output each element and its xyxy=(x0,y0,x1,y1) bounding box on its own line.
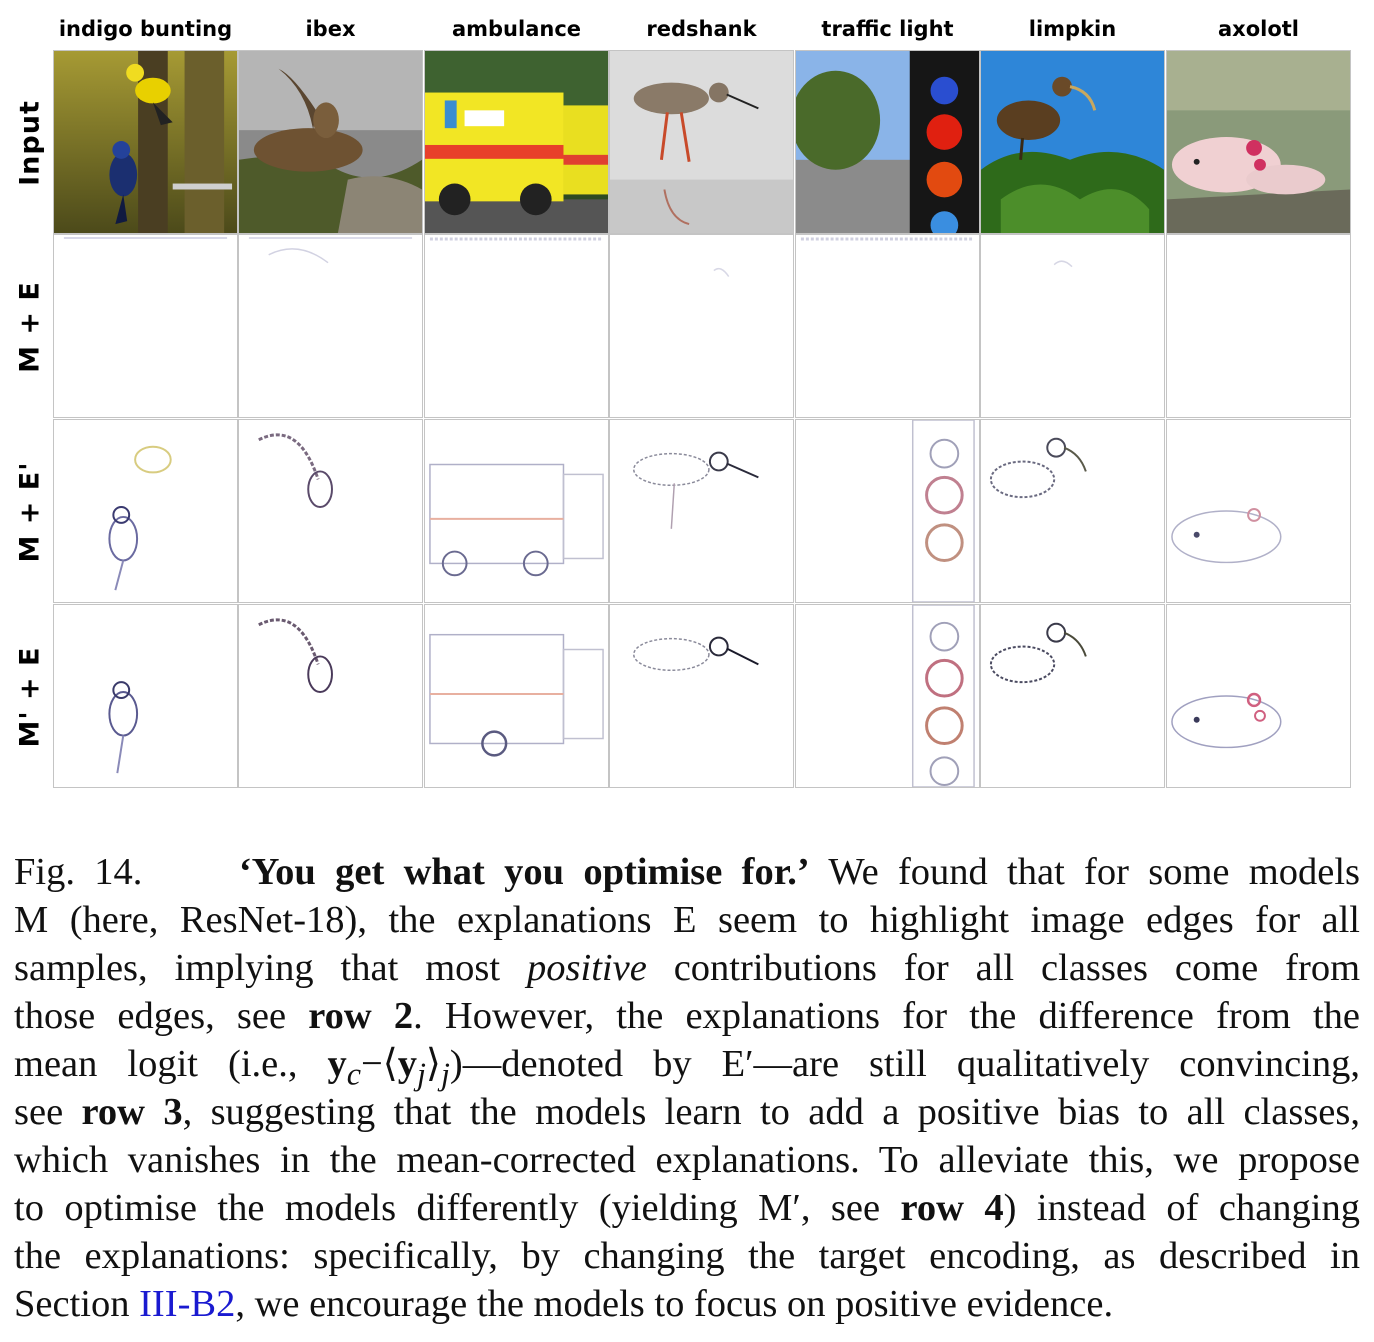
explanation-m-prime-e-indigo-bunting xyxy=(53,604,238,788)
explanation-m-prime-e-ibex xyxy=(238,604,423,788)
caption-text: see xyxy=(14,1091,64,1133)
caption-line-1 xyxy=(14,848,1360,896)
column-header-ambulance: ambulance xyxy=(451,17,582,41)
caption-text: , suggesting that the models learn to add a positive bias to all classes, xyxy=(182,1091,1360,1133)
explanation-m-e-prime-redshank xyxy=(609,419,794,603)
input-image-axolotl xyxy=(1166,50,1351,234)
caption-line-7 xyxy=(14,1136,1360,1184)
caption-line-10 xyxy=(14,1280,1360,1328)
caption-text: those edges, see xyxy=(14,995,287,1037)
input-image-limpkin xyxy=(980,50,1165,234)
input-image-ibex xyxy=(238,50,423,234)
column-header-indigo-bunting: indigo bunting xyxy=(58,17,233,41)
caption-line-4 xyxy=(14,992,1360,1040)
explanation-m-e-limpkin xyxy=(980,234,1165,418)
figure-caption xyxy=(14,848,1360,1328)
explanation-m-e-axolotl xyxy=(1166,234,1351,418)
caption-text: which vanishes in the mean-corrected explanations. To alleviate this, we propose xyxy=(14,1139,1360,1181)
explanation-m-prime-e-redshank xyxy=(609,604,794,788)
explanation-m-prime-e-ambulance xyxy=(424,604,609,788)
math-subscript: j xyxy=(417,1055,426,1092)
math-symbol: y xyxy=(397,1043,417,1085)
explanation-m-e-prime-indigo-bunting xyxy=(53,419,238,603)
column-header-limpkin: limpkin xyxy=(1028,17,1117,41)
caption-text: ) instead of changing xyxy=(1003,1187,1361,1229)
explanation-m-prime-e-axolotl xyxy=(1166,604,1351,788)
row-label-text: Input xyxy=(14,99,46,186)
caption-text: mean logit (i.e., xyxy=(14,1043,298,1085)
explanation-m-e-prime-ambulance xyxy=(424,419,609,603)
math-subscript: c xyxy=(346,1055,362,1092)
column-header-traffic-light: traffic light xyxy=(821,17,954,41)
caption-title: ‘You get what you optimise for.’ xyxy=(238,851,810,893)
explanation-m-prime-e-traffic-light xyxy=(795,604,980,788)
row-label-text: M' + E xyxy=(14,645,46,748)
row-label-text: M + E xyxy=(14,280,46,373)
input-image-indigo-bunting xyxy=(53,50,238,234)
math-operator: −⟨ xyxy=(361,1043,398,1085)
caption-line-6 xyxy=(14,1088,1360,1136)
explanation-m-e-ibex xyxy=(238,234,423,418)
caption-text: We found that for some models xyxy=(828,851,1361,893)
column-header-axolotl: axolotl xyxy=(1217,17,1299,41)
row-label-m-e xyxy=(10,234,50,419)
section-link[interactable]: III-B2 xyxy=(139,1283,236,1325)
row-label-input xyxy=(10,50,50,235)
input-image-ambulance xyxy=(424,50,609,234)
caption-text: contributions for all classes come from xyxy=(673,947,1361,989)
explanation-m-e-ambulance xyxy=(424,234,609,418)
math-subscript: j xyxy=(440,1055,450,1092)
caption-text: Section xyxy=(14,1283,130,1325)
column-header-redshank: redshank xyxy=(646,17,757,41)
row-label-m-prime-e xyxy=(10,604,50,789)
explanation-m-e-prime-ibex xyxy=(238,419,423,603)
caption-bold: row 3 xyxy=(81,1091,183,1133)
caption-bold: row 4 xyxy=(900,1187,1004,1229)
caption-line-8 xyxy=(14,1184,1360,1232)
caption-text: )—denoted by E′—are still qualitatively convincing, xyxy=(449,1043,1360,1085)
row-label-text: M + E' xyxy=(14,460,46,563)
input-image-redshank xyxy=(609,50,794,234)
explanation-m-e-prime-traffic-light xyxy=(795,419,980,603)
math-operator: ⟩ xyxy=(425,1043,441,1085)
row-label-m-e-prime xyxy=(10,419,50,604)
caption-line-2 xyxy=(14,896,1360,944)
caption-text: M (here, ResNet-18), the explanations E seem to highlight image edges for all xyxy=(14,899,1360,941)
explanation-m-prime-e-limpkin xyxy=(980,604,1165,788)
caption-text: to optimise the models differently (yielding M′, see xyxy=(14,1187,881,1229)
caption-text: the explanations: specifically, by changing the target encoding, as described in xyxy=(14,1235,1360,1277)
caption-italic: positive xyxy=(527,947,647,989)
caption-line-9 xyxy=(14,1232,1360,1280)
caption-bold: row 2 xyxy=(308,995,414,1037)
caption-text: samples, implying that most xyxy=(14,947,501,989)
figure-label: Fig. 14. xyxy=(14,851,143,893)
column-header-ibex: ibex xyxy=(305,17,356,41)
explanation-m-e-prime-axolotl xyxy=(1166,419,1351,603)
caption-line-3 xyxy=(14,944,1360,992)
caption-text: . However, the explanations for the difference from the xyxy=(413,995,1360,1037)
explanation-m-e-indigo-bunting xyxy=(53,234,238,418)
input-image-traffic-light xyxy=(795,50,980,234)
explanation-m-e-redshank xyxy=(609,234,794,418)
math-symbol: y xyxy=(327,1043,347,1085)
explanation-m-e-prime-limpkin xyxy=(980,419,1165,603)
explanation-m-e-traffic-light xyxy=(795,234,980,418)
caption-line-5 xyxy=(14,1040,1360,1092)
caption-text: , we encourage the models to focus on positive evidence. xyxy=(235,1283,1114,1325)
